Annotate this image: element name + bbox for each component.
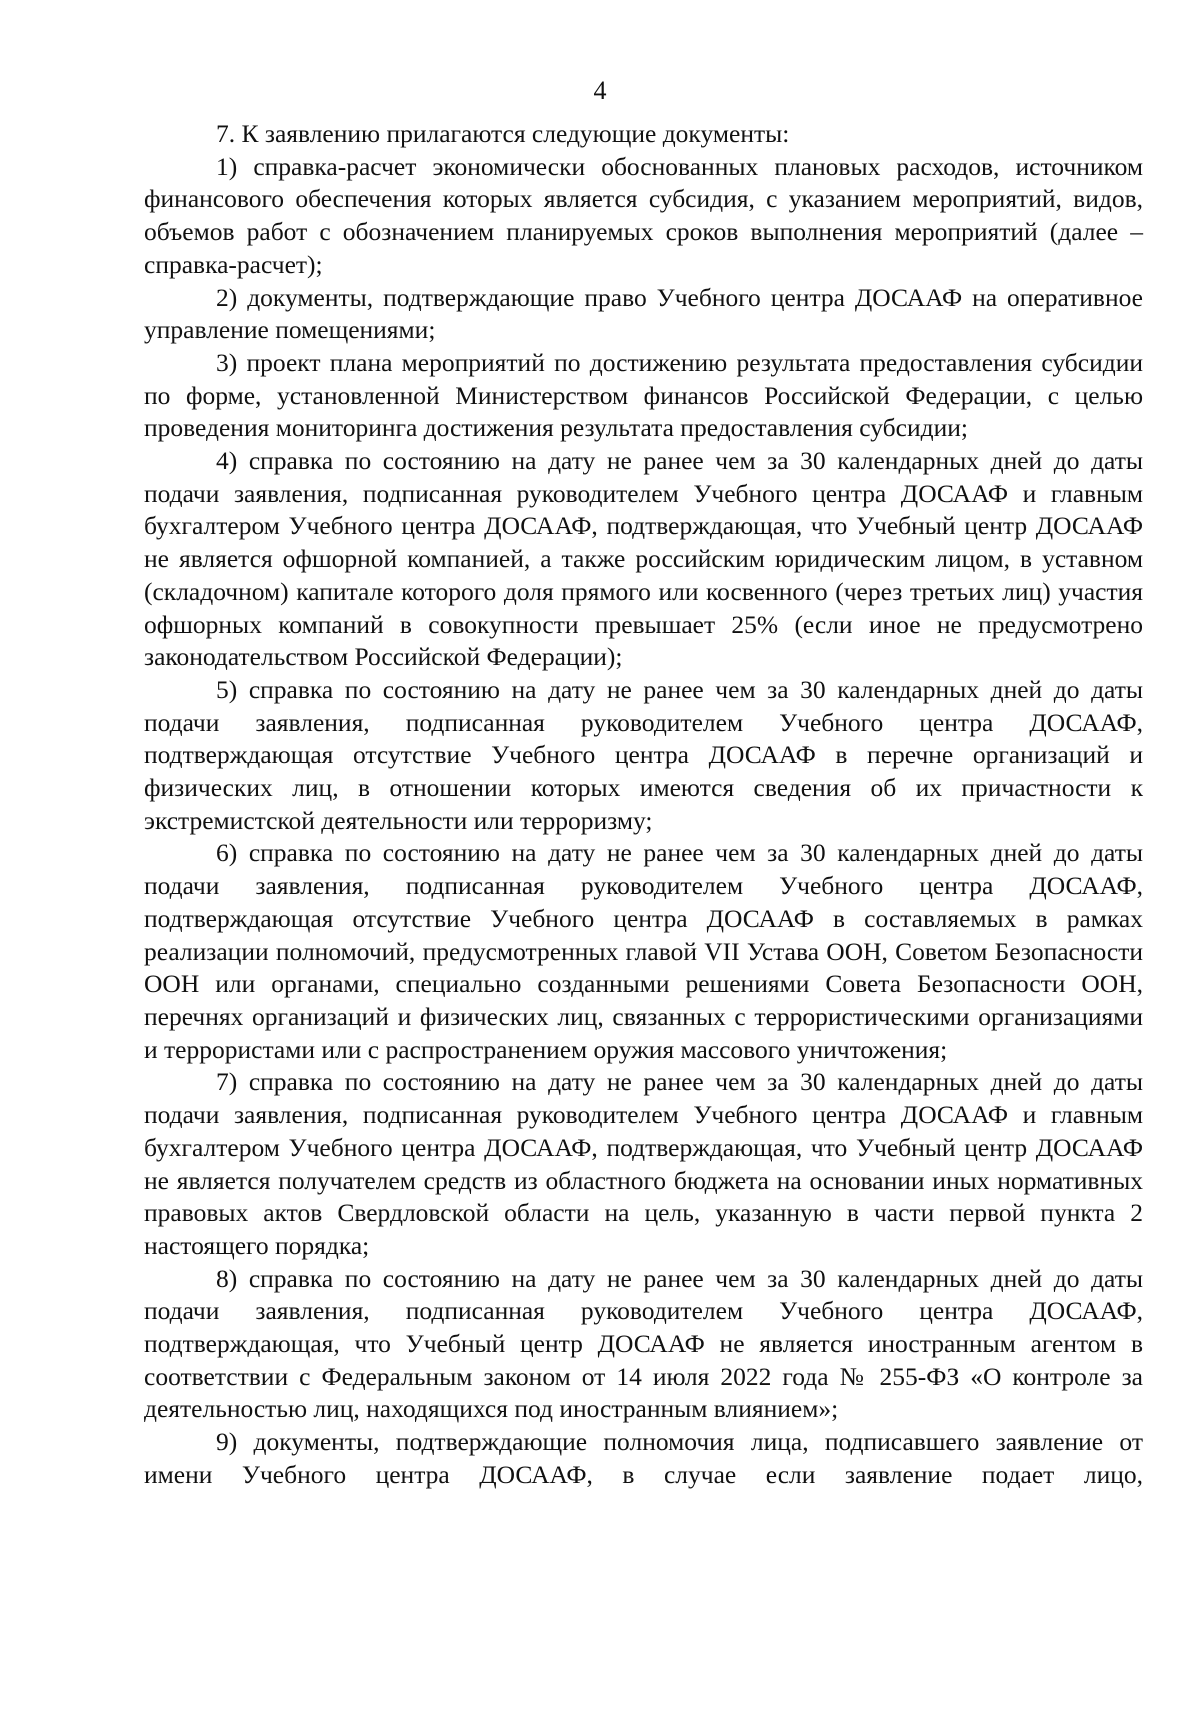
paragraph-item-7-intro: 7. К заявлению прилагаются следующие документы: — [216, 119, 790, 148]
document-body — [144, 118, 1143, 1492]
list-item-1-calculation-certificate: 1) справка-расчет экономически обоснованных плановых расходов, источником финансового обеспечения которых является субсидия, с указанием мероприятий, видов, объемов работ с обозначением планируемых сроков выполнения мероприятий (далее – справка-расчет); — [144, 151, 1143, 279]
list-item-3-action-plan: 3) проект плана мероприятий по достижению результата предоставления субсидии по форме, установленной Министерством финансов Российской Федерации, с целью проведения мониторинга достижения результата предоставления субсидии; — [144, 347, 1143, 443]
list-item-2-premises-documents: 2) документы, подтверждающие право Учебного центра ДОСААФ на оперативное управление помещениями; — [144, 282, 1143, 345]
list-item-4-offshore-certificate: 4) справка по состоянию на дату не ранее чем за 30 календарных дней до даты подачи заявления, подписанная руководителем Учебного центра ДОСААФ и главным бухгалтером Учебного центра ДОСААФ, подтверждающая, что Учебный центр ДОСААФ не является офшорной компанией, а также российским юридическим лицом, в уставном (складочном) капитале которого доля прямого или косвенного (через третьих лиц) участия офшорных компаний в совокупности превышает 25% (если иное не предусмотрено законодательством Российской Федерации); — [144, 446, 1143, 672]
list-item-7-budget-certificate: 7) справка по состоянию на дату не ранее чем за 30 календарных дней до даты подачи заявления, подписанная руководителем Учебного центра ДОСААФ и главным бухгалтером Учебного центра ДОСААФ, подтверждающая, что Учебный центр ДОСААФ не является получателем средств из областного бюджета на основании иных нормативных правовых актов Свердловской области на цель, указанную в части первой пункта 2 настоящего порядка; — [144, 1067, 1143, 1260]
list-item-5-extremism-certificate: 5) справка по состоянию на дату не ранее чем за 30 календарных дней до даты подачи заявления, подписанная руководителем Учебного центра ДОСААФ, подтверждающая отсутствие Учебного центра ДОСААФ в перечне организаций и физических лиц, в отношении которых имеются сведения об их причастности к экстремистской деятельности или терроризму; — [144, 674, 1143, 835]
list-item-8-foreign-agent-certificate: 8) справка по состоянию на дату не ранее чем за 30 календарных дней до даты подачи заявления, подписанная руководителем Учебного центра ДОСААФ, подтверждающая, что Учебный центр ДОСААФ не является иностранным агентом в соответствии с Федеральным законом от 14 июля 2022 года № 255-ФЗ «О контроле за деятельностью лиц, находящихся под иностранным влиянием»; — [144, 1263, 1143, 1424]
list-item-9-authority-documents: 9) документы, подтверждающие полномочия лица, подписавшего заявление от имени Учебного центра ДОСААФ, в случае если заявление подает лицо, — [144, 1427, 1143, 1489]
page-number: 4 — [593, 76, 607, 105]
list-item-6-un-lists-certificate: 6) справка по состоянию на дату не ранее чем за 30 календарных дней до даты подачи заявления, подписанная руководителем Учебного центра ДОСААФ, подтверждающая отсутствие Учебного центра ДОСААФ в составляемых в рамках реализации полномочий, предусмотренных главой VII Устава ООН, Советом Безопасности ООН или органами, специально созданными решениями Совета Безопасности ООН, перечнях организаций и физических лиц, связанных с террористическими организациями и террористами или с распространением оружия массового уничтожения; — [144, 838, 1143, 1064]
